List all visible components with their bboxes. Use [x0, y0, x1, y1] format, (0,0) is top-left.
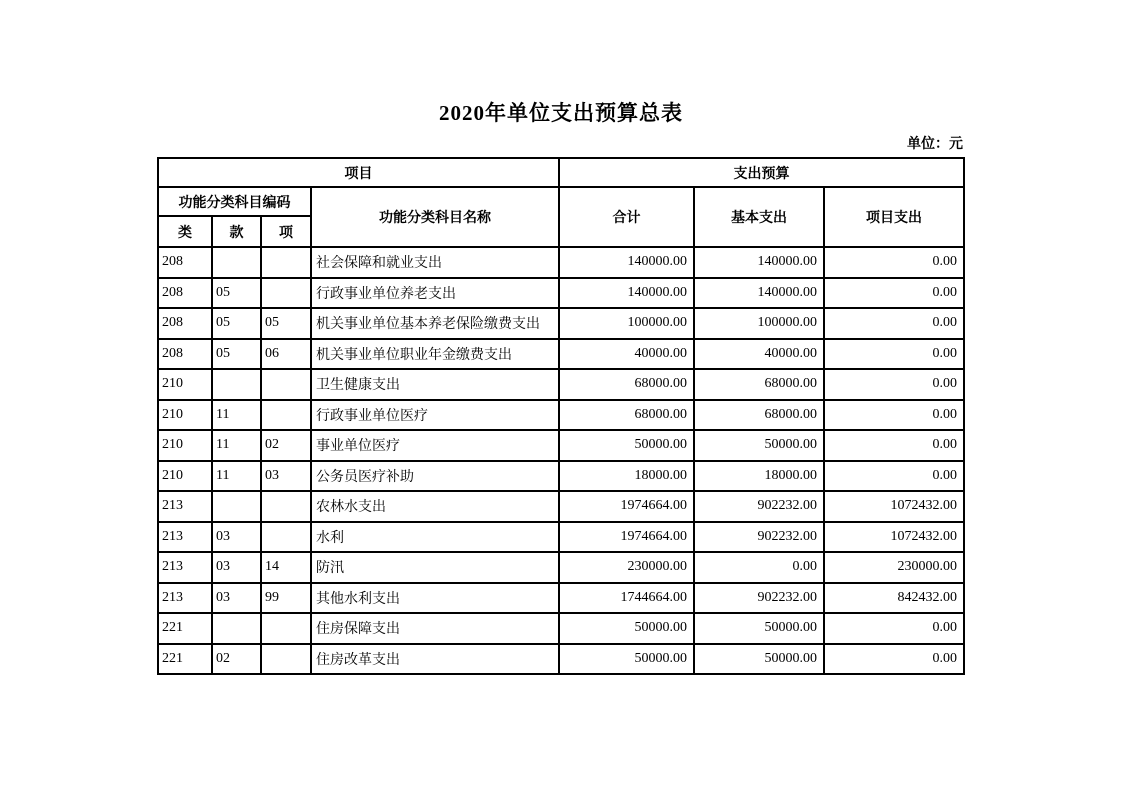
cell-section-code: 03	[212, 522, 261, 553]
table-row	[158, 430, 964, 461]
cell-class-code: 213	[158, 583, 212, 614]
cell-project: 0.00	[824, 430, 964, 461]
cell-item-code: 99	[261, 583, 311, 614]
cell-item-code: 03	[261, 461, 311, 492]
cell-basic: 68000.00	[694, 400, 824, 431]
cell-name: 行政事业单位养老支出	[311, 278, 559, 309]
header-total: 合计	[559, 187, 694, 247]
table-row	[158, 461, 964, 492]
cell-basic: 902232.00	[694, 491, 824, 522]
header-functional-name: 功能分类科目名称	[311, 187, 559, 247]
cell-basic: 100000.00	[694, 308, 824, 339]
cell-basic: 40000.00	[694, 339, 824, 370]
cell-section-code: 05	[212, 339, 261, 370]
cell-basic: 140000.00	[694, 247, 824, 278]
cell-item-code	[261, 522, 311, 553]
cell-name: 住房改革支出	[311, 644, 559, 675]
table-row	[158, 583, 964, 614]
cell-class-code: 213	[158, 552, 212, 583]
table-header	[158, 158, 964, 247]
cell-project: 0.00	[824, 278, 964, 309]
cell-section-code	[212, 369, 261, 400]
header-project-group: 项目	[158, 158, 559, 187]
cell-item-code	[261, 613, 311, 644]
unit-label: 单位：元	[907, 137, 963, 152]
cell-item-code	[261, 369, 311, 400]
cell-project: 0.00	[824, 461, 964, 492]
cell-item-code	[261, 400, 311, 431]
cell-project: 0.00	[824, 613, 964, 644]
cell-section-code: 05	[212, 308, 261, 339]
header-basic-expenditure: 基本支出	[694, 187, 824, 247]
cell-name: 水利	[311, 522, 559, 553]
table-row	[158, 552, 964, 583]
cell-basic: 0.00	[694, 552, 824, 583]
cell-class-code: 210	[158, 461, 212, 492]
cell-class-code: 221	[158, 613, 212, 644]
cell-total: 1744664.00	[559, 583, 694, 614]
cell-total: 18000.00	[559, 461, 694, 492]
cell-class-code: 208	[158, 339, 212, 370]
cell-basic: 902232.00	[694, 583, 824, 614]
cell-item-code: 14	[261, 552, 311, 583]
cell-basic: 50000.00	[694, 430, 824, 461]
table-body	[158, 247, 964, 674]
cell-section-code: 03	[212, 583, 261, 614]
table-row	[158, 308, 964, 339]
cell-total: 68000.00	[559, 369, 694, 400]
cell-item-code: 06	[261, 339, 311, 370]
cell-basic: 50000.00	[694, 613, 824, 644]
cell-section-code: 02	[212, 644, 261, 675]
header-project-expenditure: 项目支出	[824, 187, 964, 247]
header-row-groups	[158, 158, 964, 187]
header-section: 款	[212, 216, 261, 247]
cell-total: 68000.00	[559, 400, 694, 431]
cell-section-code: 11	[212, 400, 261, 431]
cell-project: 1072432.00	[824, 491, 964, 522]
cell-total: 100000.00	[559, 308, 694, 339]
cell-name: 社会保障和就业支出	[311, 247, 559, 278]
cell-name: 机关事业单位基本养老保险缴费支出	[311, 308, 559, 339]
cell-name: 住房保障支出	[311, 613, 559, 644]
cell-project: 230000.00	[824, 552, 964, 583]
page-title: 2020年单位支出预算总表	[439, 101, 683, 125]
cell-section-code	[212, 491, 261, 522]
cell-item-code: 05	[261, 308, 311, 339]
table-row	[158, 278, 964, 309]
cell-class-code: 210	[158, 369, 212, 400]
cell-section-code	[212, 613, 261, 644]
cell-total: 230000.00	[559, 552, 694, 583]
cell-total: 140000.00	[559, 247, 694, 278]
table-row	[158, 247, 964, 278]
header-row-main	[158, 187, 964, 216]
cell-name: 其他水利支出	[311, 583, 559, 614]
cell-name: 机关事业单位职业年金缴费支出	[311, 339, 559, 370]
cell-item-code: 02	[261, 430, 311, 461]
header-item: 项	[261, 216, 311, 247]
table-row	[158, 644, 964, 675]
cell-name: 公务员医疗补助	[311, 461, 559, 492]
cell-project: 0.00	[824, 644, 964, 675]
cell-basic: 68000.00	[694, 369, 824, 400]
cell-class-code: 213	[158, 522, 212, 553]
cell-project: 0.00	[824, 339, 964, 370]
cell-project: 1072432.00	[824, 522, 964, 553]
cell-name: 事业单位医疗	[311, 430, 559, 461]
cell-name: 农林水支出	[311, 491, 559, 522]
cell-total: 50000.00	[559, 613, 694, 644]
table-row	[158, 522, 964, 553]
cell-project: 0.00	[824, 369, 964, 400]
header-budget-group: 支出预算	[559, 158, 964, 187]
table-row	[158, 400, 964, 431]
cell-project: 842432.00	[824, 583, 964, 614]
cell-project: 0.00	[824, 400, 964, 431]
cell-class-code: 210	[158, 400, 212, 431]
cell-section-code: 11	[212, 430, 261, 461]
cell-name: 防汛	[311, 552, 559, 583]
cell-class-code: 208	[158, 247, 212, 278]
cell-total: 50000.00	[559, 644, 694, 675]
cell-basic: 50000.00	[694, 644, 824, 675]
cell-name: 卫生健康支出	[311, 369, 559, 400]
cell-project: 0.00	[824, 247, 964, 278]
cell-total: 50000.00	[559, 430, 694, 461]
header-functional-code: 功能分类科目编码	[158, 187, 311, 216]
table-row	[158, 491, 964, 522]
cell-item-code	[261, 644, 311, 675]
cell-total: 40000.00	[559, 339, 694, 370]
cell-item-code	[261, 247, 311, 278]
cell-basic: 902232.00	[694, 522, 824, 553]
cell-basic: 18000.00	[694, 461, 824, 492]
cell-item-code	[261, 278, 311, 309]
cell-class-code: 208	[158, 308, 212, 339]
cell-section-code: 03	[212, 552, 261, 583]
cell-section-code: 05	[212, 278, 261, 309]
cell-total: 1974664.00	[559, 522, 694, 553]
cell-item-code	[261, 491, 311, 522]
table-row	[158, 369, 964, 400]
budget-table	[157, 157, 965, 675]
cell-total: 1974664.00	[559, 491, 694, 522]
cell-basic: 140000.00	[694, 278, 824, 309]
cell-class-code: 208	[158, 278, 212, 309]
table-row	[158, 613, 964, 644]
cell-name: 行政事业单位医疗	[311, 400, 559, 431]
cell-section-code	[212, 247, 261, 278]
table-row	[158, 339, 964, 370]
cell-class-code: 213	[158, 491, 212, 522]
cell-class-code: 210	[158, 430, 212, 461]
cell-total: 140000.00	[559, 278, 694, 309]
cell-section-code: 11	[212, 461, 261, 492]
cell-class-code: 221	[158, 644, 212, 675]
cell-project: 0.00	[824, 308, 964, 339]
header-class: 类	[158, 216, 212, 247]
